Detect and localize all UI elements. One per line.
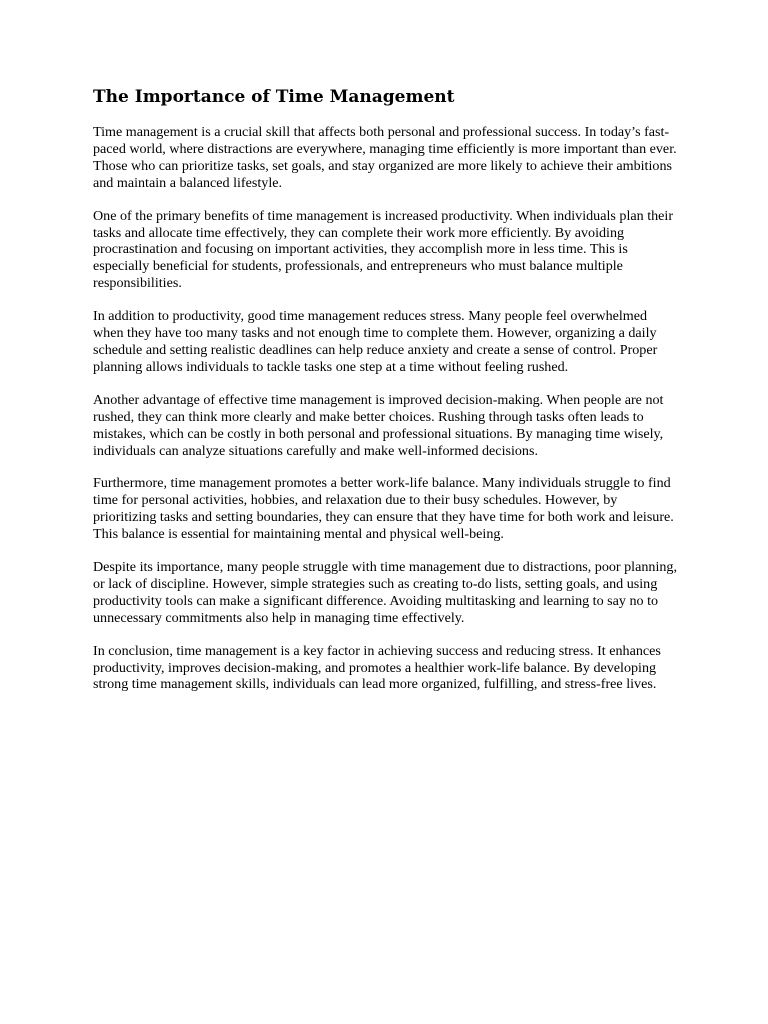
paragraph-work-life-balance: Furthermore, time management promotes a better work-life balance. Many individuals struggle to find time for personal activities, hobbies, and relaxation due to their busy schedules. However, by prioritizing tasks and setting boundaries, they can ensure that they have time for both work and leisure. This balance is essential for maintaining mental and physical well-being. [93, 475, 674, 543]
paragraph-intro: Time management is a crucial skill that affects both personal and professional success. In today’s fast-paced world, where distractions are everywhere, managing time efficiently is more important than ever. Those who can prioritize tasks, set goals, and stay organized are more likely to achieve their ambitions and maintain a balanced lifestyle. [93, 124, 677, 191]
paragraph-productivity: One of the primary benefits of time management is increased productivity. When individuals plan their tasks and allocate time effectively, they can complete their work more efficiently. By avoiding procrastination and focusing on important activities, they accomplish more in less time. This is especially beneficial for students, professionals, and entrepreneurs who must balance multiple responsibilities. [93, 207, 674, 292]
paragraph-conclusion: In conclusion, time management is a key factor in achieving success and reducing stress. It enhances productivity, improves decision-making, and promotes a healthier work-life balance. By developing strong time management skills, individuals can lead more organized, fulfilling, and stress-free lives. [93, 642, 661, 693]
paragraph-stress: In addition to productivity, good time management reduces stress. Many people feel overwhelmed when they have too many tasks and not enough time to complete them. However, organizing a daily schedule and setting realistic deadlines can help reduce anxiety and create a sense of control. Proper planning allows individuals to tackle tasks one step at a time without feeling rushed. [93, 308, 658, 375]
paragraph-challenges: Despite its importance, many people struggle with time management due to distractions, poor planning, or lack of discipline. However, simple strategies such as creating to-do lists, setting goals, and using productivity tools can make a significant difference. Avoiding multitasking and learning to say no to unnecessary commitments also help in managing time effectively. [93, 559, 677, 626]
paragraph-decision-making: Another advantage of effective time management is improved decision-making. When people are not rushed, they can think more clearly and make better choices. Rushing through tasks often leads to mistakes, which can be costly in both personal and professional situations. By managing time wisely, individuals can analyze situations carefully and make well-informed decisions. [93, 391, 664, 459]
document-title: The Importance of Time Management [93, 87, 455, 107]
document-page [93, 86, 677, 709]
